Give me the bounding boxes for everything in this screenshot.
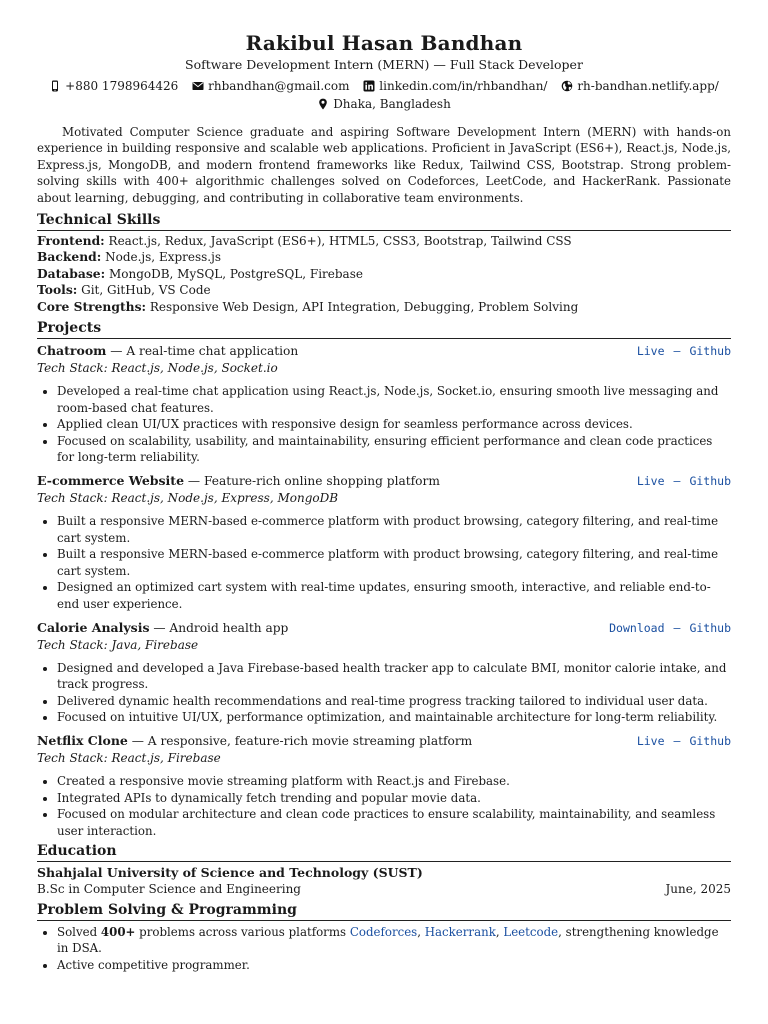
problem-count: 400+ — [100, 924, 136, 939]
skill-value: Responsive Web Design, API Integration, Debugging, Problem Solving — [149, 299, 579, 314]
link-separator: — — [673, 620, 681, 635]
education-degree: B.Sc in Computer Science and Engineering — [37, 882, 301, 897]
summary-paragraph: Motivated Computer Science graduate and aspiring Software Development Intern (MERN) with hands-on experience in building responsive and scalable web applications. Proficient in JavaScript (ES6+), React.js, Node.js, Express.js, MongoDB, and modern frontend frameworks like Redux, Tailwind CSS, Bootstrap. Strong problem-solving skills with 400+ algorithmic challenges solved on Codeforces, LeetCode, and HackerRank. Passionate about learning, debugging, and contributing in collaborative team environments. — [37, 125, 731, 205]
education-row — [37, 881, 731, 898]
project-desc: — Feature-rich online shopping platform — [184, 474, 440, 489]
project-calorie-analysis — [37, 619, 731, 726]
project-tech-stack: Tech Stack: React.js, Firebase — [37, 750, 221, 765]
skill-value: Node.js, Express.js — [105, 250, 221, 265]
contact-linkedin[interactable] — [363, 78, 547, 94]
contact-phone[interactable] — [49, 78, 178, 94]
skill-value: React.js, Redux, JavaScript (ES6+), HTML5, CSS3, Bootstrap, Tailwind CSS — [108, 234, 572, 249]
skill-value: MongoDB, MySQL, PostgreSQL, Firebase — [108, 266, 363, 281]
project-desc: — Android health app — [149, 620, 289, 635]
map-pin-icon — [317, 98, 329, 110]
globe-icon — [561, 80, 573, 92]
education-section-title: Education — [37, 842, 731, 862]
project-github-link[interactable]: Github — [689, 733, 731, 748]
skill-label: Frontend: — [37, 233, 105, 249]
skill-label: Database: — [37, 265, 106, 281]
envelope-icon — [192, 80, 204, 92]
list-item: • Developed a real-time chat application using React.js, Node.js, Socket.io, ensuring smooth live messaging and room-based chat features. — [57, 383, 731, 416]
skill-label: Backend: — [37, 249, 102, 265]
linkedin-icon — [363, 80, 375, 92]
project-tech-stack: Tech Stack: React.js, Node.js, Socket.io — [37, 361, 278, 376]
project-bullets — [37, 660, 731, 726]
contact-phone-text: +880 1798964426 — [65, 79, 179, 93]
list-item: • Focused on modular architecture and clean code practices to ensure scalability, maintainability, and seamless user interaction. — [57, 806, 731, 839]
project-header — [37, 342, 731, 360]
project-github-link[interactable]: Github — [689, 620, 731, 635]
list-item: • Built a responsive MERN-based e-commerce platform with product browsing, category filtering, and real-time cart system. — [57, 546, 731, 579]
leetcode-link[interactable]: Leetcode — [503, 924, 559, 939]
skill-label: Tools: — [37, 282, 78, 298]
skill-row — [37, 233, 731, 249]
contact-email[interactable] — [192, 78, 349, 94]
skills-list — [37, 233, 731, 315]
project-name: Netflix Clone — [37, 732, 128, 748]
list-item: • Created a responsive movie streaming platform with React.js and Firebase. — [57, 773, 731, 790]
contact-website[interactable] — [561, 78, 719, 94]
text-fragment: problems across various platforms — [135, 924, 350, 939]
resume-name: Rakibul Hasan Bandhan — [245, 31, 523, 55]
problem-solving-section-title: Problem Solving & Programming — [37, 901, 731, 921]
project-ecommerce — [37, 472, 731, 613]
project-name: Calorie Analysis — [37, 619, 150, 635]
project-github-link[interactable]: Github — [689, 344, 731, 359]
project-desc: — A real-time chat application — [106, 344, 299, 359]
list-item — [57, 924, 731, 957]
list-item: • Active competitive programmer. — [57, 957, 731, 974]
project-bullets — [37, 513, 731, 613]
list-item: • Delivered dynamic health recommendations and real-time progress tracking tailored to individual user data. — [57, 693, 731, 710]
project-header — [37, 472, 731, 490]
list-item: • Integrated APIs to dynamically fetch trending and popular movie data. — [57, 790, 731, 807]
link-separator: — — [673, 344, 681, 359]
project-name: E-commerce Website — [37, 473, 185, 489]
education-date: June, 2025 — [665, 882, 731, 897]
project-bullets — [37, 773, 731, 839]
project-download-link[interactable]: Download — [609, 620, 665, 635]
text-fragment: Solved — [57, 924, 101, 939]
skill-row — [37, 249, 731, 265]
link-separator: — — [673, 474, 681, 489]
list-item: • Focused on intuitive UI/UX, performance optimization, and maintainable architecture for long-term reliability. — [57, 709, 731, 726]
skill-row — [37, 282, 731, 298]
project-links — [637, 473, 731, 490]
skill-label: Core Strengths: — [37, 298, 147, 314]
education-school: Shahjalal University of Science and Technology (SUST) — [37, 865, 423, 881]
contact-linkedin-text: linkedin.com/in/rhbandhan/ — [379, 79, 548, 93]
list-item: • Designed and developed a Java Firebase-based health tracker app to calculate BMI, monitor calorie intake, and track progress. — [57, 660, 731, 693]
contact-website-text: rh-bandhan.netlify.app/ — [577, 79, 719, 93]
project-links — [637, 343, 731, 360]
hackerrank-link[interactable]: Hackerrank — [424, 924, 496, 939]
project-header — [37, 619, 731, 637]
list-item: • Designed an optimized cart system with real-time updates, ensuring smooth, interactive, and reliable end-to-end user experience. — [57, 579, 731, 612]
skills-section-title: Technical Skills — [37, 211, 731, 231]
resume-page — [37, 30, 731, 974]
project-links — [609, 620, 731, 637]
project-live-link[interactable]: Live — [636, 474, 665, 489]
list-item: • Built a responsive MERN-based e-commerce platform with product browsing, category filtering, and real-time cart system. — [57, 513, 731, 546]
skill-value: Git, GitHub, VS Code — [81, 283, 211, 298]
list-item: • Applied clean UI/UX practices with responsive design for seamless performance across devices. — [57, 416, 731, 433]
list-item: • Focused on scalability, usability, and maintainability, ensuring efficient performance and clean code practices for long-term reliability. — [57, 433, 731, 466]
project-links — [637, 733, 731, 750]
project-tech-stack: Tech Stack: Java, Firebase — [37, 637, 199, 652]
project-github-link[interactable]: Github — [689, 474, 731, 489]
project-tech-stack: Tech Stack: React.js, Node.js, Express, MongoDB — [37, 491, 339, 506]
contact-bar — [37, 78, 731, 114]
skill-row — [37, 266, 731, 282]
project-live-link[interactable]: Live — [636, 344, 665, 359]
project-netflix-clone — [37, 732, 731, 839]
projects-section-title: Projects — [37, 319, 731, 339]
comma: , — [417, 924, 425, 939]
text-fragment: , strengthening knowledge in DSA. — [57, 924, 719, 956]
project-name: Chatroom — [37, 343, 107, 359]
problem-solving-bullets — [37, 924, 731, 974]
contact-location — [317, 96, 451, 112]
contact-location-text: Dhaka, Bangladesh — [333, 97, 451, 111]
comma: , — [495, 924, 504, 939]
codeforces-link[interactable]: Codeforces — [349, 924, 418, 939]
link-separator: — — [673, 733, 681, 748]
phone-icon — [49, 80, 61, 92]
project-header — [37, 732, 731, 750]
project-live-link[interactable]: Live — [636, 733, 665, 748]
project-desc: — A responsive, feature-rich movie streaming platform — [127, 733, 473, 748]
contact-email-text: rhbandhan@gmail.com — [208, 79, 350, 93]
skill-row — [37, 299, 731, 315]
resume-role: Software Development Intern (MERN) — Full Stack Developer — [185, 57, 583, 72]
project-bullets — [37, 383, 731, 466]
project-chatroom — [37, 342, 731, 466]
